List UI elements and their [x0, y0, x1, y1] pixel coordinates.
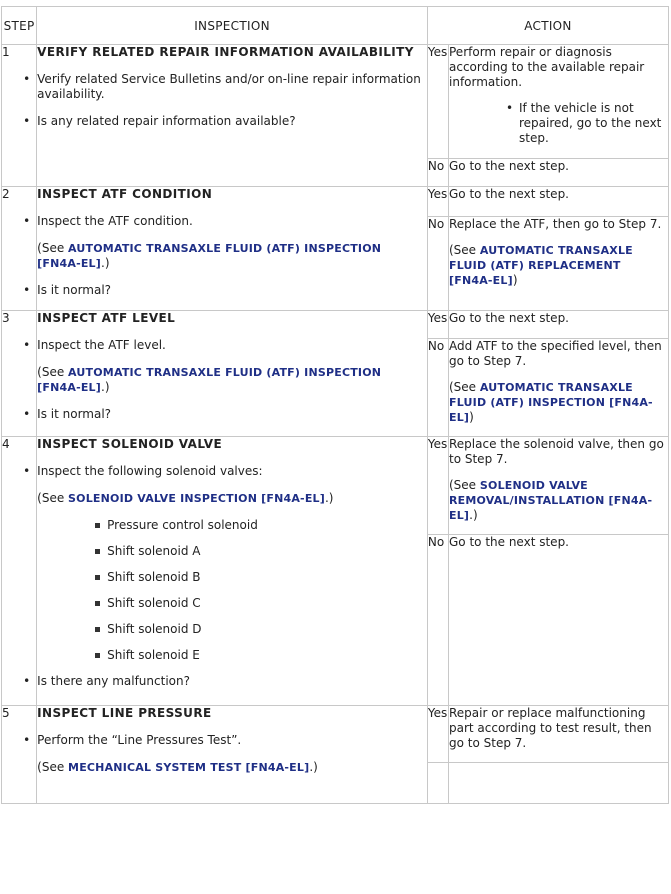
- inspection-bullet: • Verify related Service Bulletins and/or on-line repair information availability.: [37, 72, 427, 102]
- no-action: Go to the next step.: [449, 535, 569, 549]
- step-header: STEP: [2, 7, 37, 45]
- see-reference: [37, 365, 427, 395]
- inspection-cell: [37, 706, 428, 804]
- yes-action-cell: [449, 706, 669, 763]
- valve-item: Shift solenoid D: [37, 622, 427, 637]
- step-title: INSPECT LINE PRESSURE: [37, 706, 212, 720]
- no-action-cell: [449, 216, 669, 310]
- no-see-reference: [449, 243, 668, 288]
- see-open: (See: [37, 365, 69, 379]
- solenoid-inspection-link[interactable]: SOLENOID VALVE INSPECTION [FN4A-EL]: [68, 492, 325, 505]
- see-open: (See: [449, 380, 480, 394]
- valve-item: Shift solenoid A: [37, 544, 427, 559]
- see-close: ): [469, 410, 474, 424]
- step-title: INSPECT ATF LEVEL: [37, 311, 176, 325]
- inspection-header: INSPECTION: [37, 7, 428, 45]
- no-action-cell: [449, 763, 669, 804]
- yes-label: Yes: [427, 311, 448, 339]
- see-open: (See: [37, 241, 69, 255]
- solenoid-removal-link[interactable]: SOLENOID VALVE REMOVAL/INSTALLATION [FN4A-EL]: [449, 479, 653, 522]
- inspection-bullet: • Perform the “Line Pressures Test”.: [37, 733, 427, 748]
- inspection-cell: [37, 311, 428, 437]
- step-number: 5: [2, 706, 37, 804]
- inspection-question: • Is it normal?: [37, 407, 427, 422]
- yes-label: Yes: [427, 706, 448, 763]
- table-row: [2, 311, 669, 339]
- yes-action: Repair or replace malfunctioning part according to test result, then go to Step 7.: [449, 706, 652, 750]
- atf-inspection-link[interactable]: AUTOMATIC TRANSAXLE FLUID (ATF) INSPECTION [FN4A-EL]: [37, 366, 382, 394]
- yes-label: Yes: [427, 45, 448, 159]
- yes-label: Yes: [427, 187, 448, 217]
- atf-inspection-link[interactable]: AUTOMATIC TRANSAXLE FLUID (ATF) INSPECTION [FN4A-EL]: [449, 381, 653, 424]
- valve-item: Shift solenoid C: [37, 596, 427, 611]
- yes-action-cell: [449, 45, 669, 159]
- table-row: [2, 437, 669, 535]
- header-row: [2, 7, 669, 45]
- no-label: No: [427, 535, 448, 706]
- step-title: INSPECT ATF CONDITION: [37, 187, 213, 201]
- no-label: No: [427, 339, 448, 437]
- see-open: (See: [37, 760, 69, 774]
- step-number: 1: [2, 45, 37, 187]
- inspection-question: • Is there any malfunction?: [37, 674, 427, 689]
- see-open: (See: [449, 242, 480, 257]
- see-open: (See: [449, 478, 480, 492]
- no-label-empty: [427, 763, 448, 804]
- inspection-bullet: • Inspect the ATF level.: [37, 338, 427, 353]
- inspection-bullet: • Inspect the following solenoid valves:: [37, 464, 427, 479]
- table-row: [2, 706, 669, 763]
- no-action: Add ATF to the specified level, then go to Step 7.: [449, 339, 662, 368]
- step-number: 3: [2, 311, 37, 437]
- step-title: INSPECT SOLENOID VALVE: [37, 437, 223, 451]
- see-open: (See: [37, 491, 69, 505]
- inspection-question: • Is it normal?: [37, 283, 427, 298]
- yes-sub-bullet: • If the vehicle is not repaired, go to the next step.: [519, 101, 668, 146]
- see-close: .): [324, 491, 334, 505]
- yes-action-cell: [449, 437, 669, 535]
- valve-item: Pressure control solenoid: [37, 518, 427, 533]
- yes-action: Go to the next step.: [449, 187, 569, 201]
- no-see-reference: [449, 380, 668, 425]
- inspection-cell: [37, 45, 428, 187]
- mechanical-test-link[interactable]: MECHANICAL SYSTEM TEST [FN4A-EL]: [68, 761, 310, 774]
- inspection-cell: [37, 187, 428, 311]
- diagnostic-table: [1, 6, 669, 804]
- see-reference: [37, 241, 427, 271]
- inspection-bullet: • Inspect the ATF condition.: [37, 214, 427, 229]
- action-header: ACTION: [427, 7, 668, 45]
- step-title: VERIFY RELATED REPAIR INFORMATION AVAILABILITY: [37, 45, 414, 59]
- yes-action-cell: [449, 187, 669, 217]
- see-close: .): [309, 760, 318, 774]
- yes-action: Go to the next step.: [449, 311, 569, 325]
- no-action-cell: [449, 535, 669, 706]
- table-row: [2, 187, 669, 217]
- see-close: .): [469, 508, 478, 522]
- table-row: [2, 45, 669, 159]
- no-action: Go to the next step.: [449, 159, 569, 173]
- see-close: ): [512, 272, 518, 287]
- yes-action: Perform repair or diagnosis according to the available repair information.: [449, 45, 645, 89]
- yes-label: Yes: [427, 437, 448, 535]
- see-reference: [37, 491, 427, 506]
- yes-see-reference: [449, 478, 668, 523]
- atf-replacement-link[interactable]: AUTOMATIC TRANSAXLE FLUID (ATF) REPLACEMENT [FN4A-EL]: [449, 243, 633, 287]
- see-reference: [37, 760, 427, 775]
- no-label: No: [427, 216, 448, 310]
- yes-action-cell: [449, 311, 669, 339]
- no-action-cell: [449, 339, 669, 437]
- no-action-cell: [449, 159, 669, 187]
- yes-action: Replace the solenoid valve, then go to Step 7.: [449, 437, 664, 466]
- see-close: .): [101, 380, 110, 394]
- see-close: .): [101, 256, 110, 270]
- inspection-cell: [37, 437, 428, 706]
- no-action: Replace the ATF, then go to Step 7.: [449, 216, 662, 231]
- atf-inspection-link[interactable]: AUTOMATIC TRANSAXLE FLUID (ATF) INSPECTION [FN4A-EL]: [37, 242, 382, 270]
- inspection-question: • Is any related repair information available?: [37, 114, 427, 129]
- step-number: 2: [2, 187, 37, 311]
- valve-item: Shift solenoid B: [37, 570, 427, 585]
- no-label: No: [427, 159, 448, 187]
- step-number: 4: [2, 437, 37, 706]
- valve-item: Shift solenoid E: [37, 648, 427, 663]
